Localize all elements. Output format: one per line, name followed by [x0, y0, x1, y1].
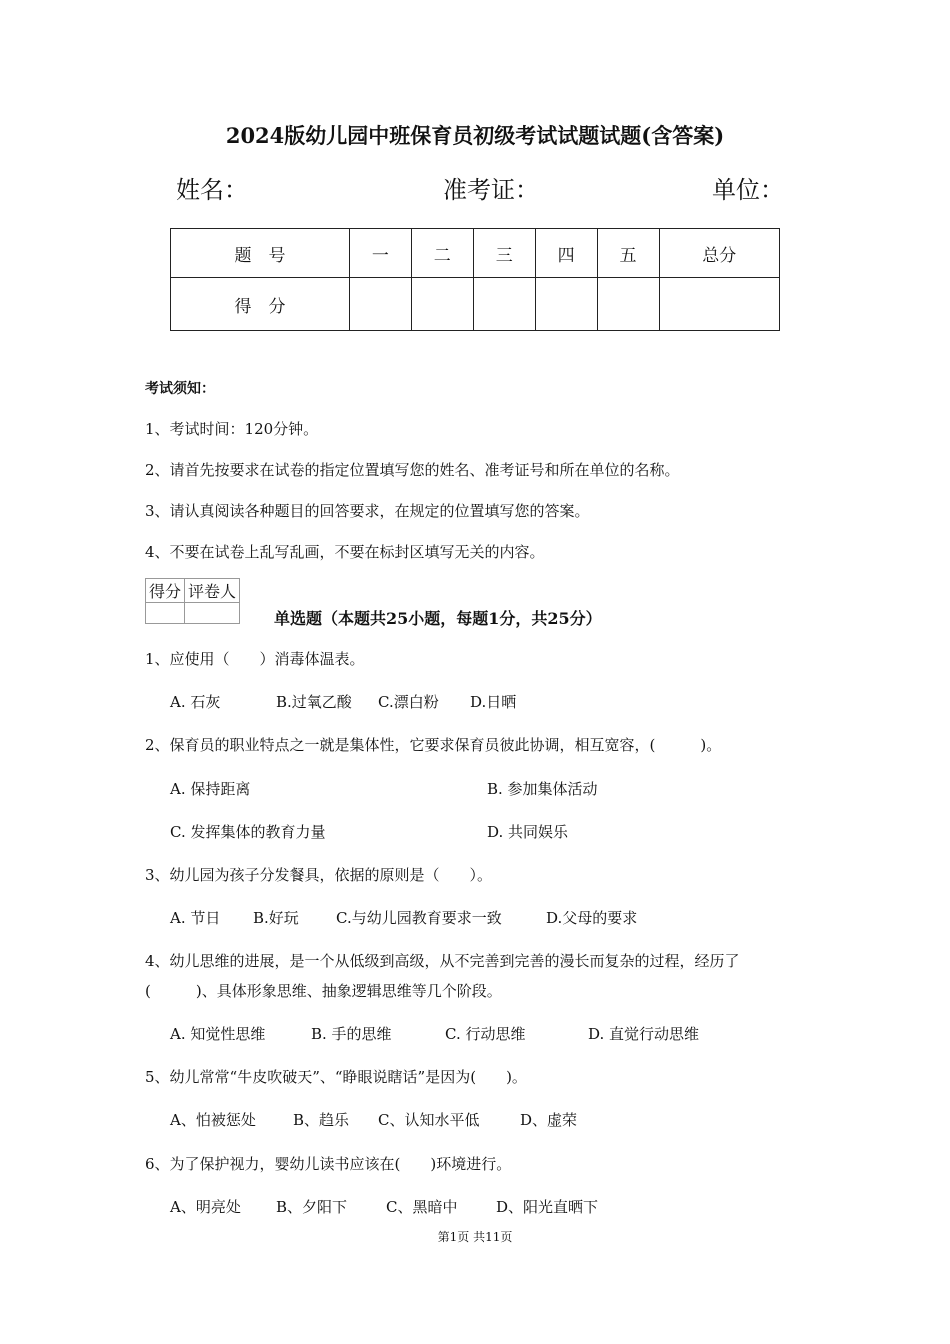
- score-input-cell[interactable]: [411, 278, 473, 331]
- question-text-continued: ( )、具体形象思维、抽象逻辑思维等几个阶段。: [145, 982, 502, 1000]
- question-option: B. 手的思维: [311, 1025, 392, 1043]
- question-option: C. 发挥集体的教育力量: [170, 823, 326, 841]
- grader-reviewer-label: 评卷人: [185, 579, 240, 603]
- grader-score-label: 得分: [146, 579, 185, 603]
- page-footer: 第1页 共11页: [437, 1230, 513, 1244]
- question-option: B、趋乐: [293, 1111, 350, 1129]
- score-cell: 二: [411, 229, 473, 278]
- score-input-cell[interactable]: [349, 278, 411, 331]
- question-option: D. 共同娱乐: [487, 823, 569, 841]
- question-text: 4、幼儿思维的进展，是一个从低级到高级，从不完善到完善的漫长而复杂的过程，经历了: [145, 952, 740, 970]
- name-label: 姓名：: [176, 176, 248, 204]
- question-option: A. 节日: [170, 909, 221, 927]
- question-option: C.漂白粉: [378, 693, 439, 711]
- score-cell: 五: [597, 229, 659, 278]
- question-option: D、阳光直晒下: [496, 1198, 599, 1216]
- score-cell: 总分: [659, 229, 779, 278]
- score-input-cell[interactable]: [597, 278, 659, 331]
- question-option: B、夕阳下: [276, 1198, 348, 1216]
- exam-id-label: 准考证：: [443, 176, 539, 204]
- notice-item: 2、请首先按要求在试卷的指定位置填写您的姓名、准考证号和所在单位的名称。: [145, 461, 680, 479]
- score-table-score-row: [171, 278, 780, 331]
- question-option: D. 直觉行动思维: [588, 1025, 700, 1043]
- score-input-cell[interactable]: [535, 278, 597, 331]
- score-input-cell[interactable]: [659, 278, 779, 331]
- question-option: B. 参加集体活动: [487, 780, 598, 798]
- question-text: 1、应使用（ ）消毒体温表。: [145, 650, 365, 668]
- question-option: C. 行动思维: [445, 1025, 526, 1043]
- question-option: D、虚荣: [520, 1111, 578, 1129]
- notice-title: 考试须知：: [145, 381, 215, 397]
- question-option: B.过氧乙酸: [276, 693, 352, 711]
- question-text: 5、幼儿常常“牛皮吹破天”、“睁眼说瞎话”是因为( )。: [145, 1068, 527, 1086]
- grader-table: [145, 578, 240, 624]
- notice-item: 3、请认真阅读各种题目的回答要求，在规定的位置填写您的答案。: [145, 502, 590, 520]
- grader-reviewer-cell[interactable]: [185, 603, 240, 624]
- question-option: A、明亮处: [170, 1198, 241, 1216]
- question-option: C、黑暗中: [386, 1198, 458, 1216]
- question-text: 6、为了保护视力，婴幼儿读书应该在( )环境进行。: [145, 1155, 512, 1173]
- notice-item: 1、考试时间：120分钟。: [145, 420, 319, 438]
- score-table-header-row: [171, 229, 780, 278]
- score-table: [170, 228, 780, 331]
- notice-item: 4、不要在试卷上乱写乱画，不要在标封区填写无关的内容。: [145, 543, 545, 561]
- question-text: 3、幼儿园为孩子分发餐具，依据的原则是（ ）。: [145, 866, 493, 884]
- question-option: C、认知水平低: [378, 1111, 480, 1129]
- question-option: D.父母的要求: [546, 909, 638, 927]
- score-cell: 三: [473, 229, 535, 278]
- question-text: 2、保育员的职业特点之一就是集体性，它要求保育员彼此协调，相互宽容，( )。: [145, 736, 722, 754]
- unit-label: 单位：: [712, 176, 784, 204]
- score-cell: 四: [535, 229, 597, 278]
- question-option: A、怕被惩处: [170, 1111, 256, 1129]
- question-option: A. 石灰: [170, 693, 221, 711]
- grader-score-cell[interactable]: [146, 603, 185, 624]
- question-option: B.好玩: [253, 909, 299, 927]
- page-title: 2024版幼儿园中班保育员初级考试试题试题(含答案): [225, 123, 725, 148]
- question-option: A. 保持距离: [170, 780, 251, 798]
- score-input-cell[interactable]: [473, 278, 535, 331]
- question-option: D.日晒: [470, 693, 517, 711]
- question-option: A. 知觉性思维: [170, 1025, 266, 1043]
- score-cell: 一: [349, 229, 411, 278]
- question-option: C.与幼儿园教育要求一致: [336, 909, 502, 927]
- section-title: 单选题（本题共25小题，每题1分，共25分）: [274, 609, 602, 628]
- score-cell: 题 号: [171, 229, 350, 278]
- score-row-label: 得 分: [171, 278, 350, 331]
